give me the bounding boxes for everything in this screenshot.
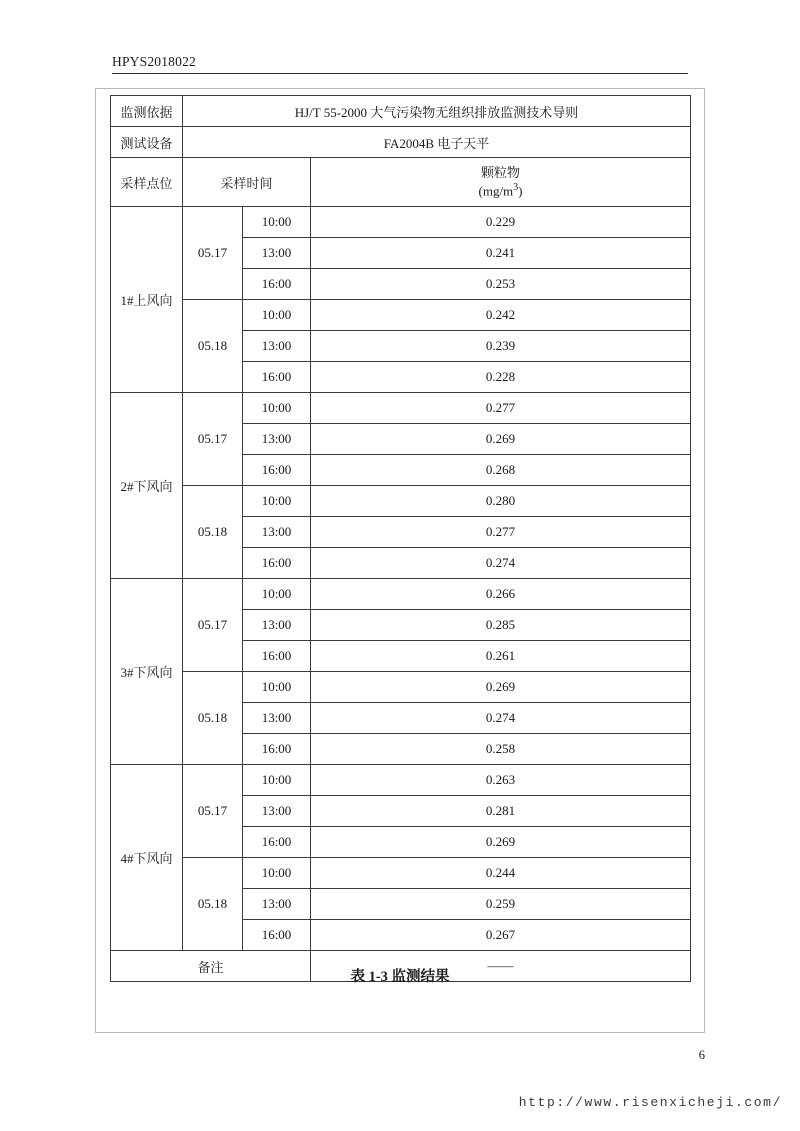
sampling-date-cell: 05.17 (183, 207, 243, 300)
table-row (111, 579, 691, 610)
monitoring-table-wrapper (110, 95, 690, 982)
measurement-value-cell: 0.277 (311, 517, 691, 548)
table-header-row (111, 158, 691, 207)
table-row (111, 300, 691, 331)
measurement-value-cell: 0.229 (311, 207, 691, 238)
table-row (111, 393, 691, 424)
remark-value: —— (311, 951, 691, 982)
sampling-time-cell: 16:00 (243, 269, 311, 300)
sampling-time-cell: 10:00 (243, 486, 311, 517)
equipment-label: 测试设备 (111, 127, 183, 158)
sampling-point-cell: 3#下风向 (111, 579, 183, 765)
sampling-time-cell: 10:00 (243, 207, 311, 238)
document-number: HPYS2018022 (112, 54, 196, 69)
sampling-point-cell: 4#下风向 (111, 765, 183, 951)
table-caption: 表 1-3 监测结果 (350, 969, 450, 985)
sampling-time-cell: 13:00 (243, 331, 311, 362)
sampling-time-cell: 13:00 (243, 796, 311, 827)
measurement-value-cell: 0.274 (311, 703, 691, 734)
measurement-value-cell: 0.263 (311, 765, 691, 796)
sampling-time-cell: 13:00 (243, 610, 311, 641)
table-row (111, 96, 691, 127)
sampling-date-cell: 05.18 (183, 486, 243, 579)
measurement-value-cell: 0.269 (311, 424, 691, 455)
sampling-time-cell: 13:00 (243, 703, 311, 734)
sampling-date-cell: 05.18 (183, 672, 243, 765)
sampling-time-cell: 10:00 (243, 858, 311, 889)
measurement-value-cell: 0.277 (311, 393, 691, 424)
sampling-time-cell: 16:00 (243, 455, 311, 486)
measurement-value-cell: 0.269 (311, 827, 691, 858)
sampling-time-cell: 13:00 (243, 517, 311, 548)
sampling-time-cell: 10:00 (243, 393, 311, 424)
measurement-value-cell: 0.242 (311, 300, 691, 331)
table-row (111, 858, 691, 889)
basis-label: 监测依据 (111, 96, 183, 127)
sampling-date-cell: 05.17 (183, 765, 243, 858)
sampling-date-cell: 05.18 (183, 300, 243, 393)
parameter-unit: $(mg/m^3)$ (478, 182, 523, 199)
measurement-value-cell: 0.239 (311, 331, 691, 362)
col-header-parameter (311, 158, 691, 207)
measurement-value-cell: 0.258 (311, 734, 691, 765)
measurement-value-cell: 0.274 (311, 548, 691, 579)
basis-value: HJ/T 55-2000 大气污染物无组织排放监测技术导则 (183, 96, 691, 127)
header-rule (112, 73, 688, 74)
sampling-time-cell: 16:00 (243, 920, 311, 951)
watermark-url: http://www.risenxicheji.com/ (518, 1095, 782, 1110)
measurement-value-cell: 0.285 (311, 610, 691, 641)
parameter-name: 颗粒物 (481, 164, 521, 180)
sampling-time-cell: 10:00 (243, 765, 311, 796)
table-row (111, 207, 691, 238)
measurement-value-cell: 0.281 (311, 796, 691, 827)
table-row (111, 127, 691, 158)
measurement-value-cell: 0.241 (311, 238, 691, 269)
measurement-value-cell: 0.269 (311, 672, 691, 703)
measurement-value-cell: 0.280 (311, 486, 691, 517)
table-row (111, 672, 691, 703)
sampling-date-cell: 05.18 (183, 858, 243, 951)
measurement-value-cell: 0.267 (311, 920, 691, 951)
sampling-point-cell: 1#上风向 (111, 207, 183, 393)
measurement-value-cell: 0.261 (311, 641, 691, 672)
measurement-value-cell: 0.259 (311, 889, 691, 920)
table-row (111, 765, 691, 796)
sampling-time-cell: 13:00 (243, 889, 311, 920)
document-header (112, 54, 688, 74)
sampling-time-cell: 16:00 (243, 827, 311, 858)
equipment-value: FA2004B 电子天平 (183, 127, 691, 158)
sampling-point-cell: 2#下风向 (111, 393, 183, 579)
col-header-point: 采样点位 (111, 158, 183, 207)
sampling-time-cell: 13:00 (243, 424, 311, 455)
sampling-time-cell: 10:00 (243, 672, 311, 703)
sampling-time-cell: 16:00 (243, 548, 311, 579)
measurement-value-cell: 0.266 (311, 579, 691, 610)
col-header-time: 采样时间 (183, 158, 311, 207)
sampling-time-cell: 10:00 (243, 579, 311, 610)
sampling-date-cell: 05.17 (183, 393, 243, 486)
sampling-time-cell: 13:00 (243, 238, 311, 269)
measurement-value-cell: 0.253 (311, 269, 691, 300)
sampling-time-cell: 16:00 (243, 362, 311, 393)
remark-label: 备注 (111, 951, 311, 982)
sampling-time-cell: 16:00 (243, 734, 311, 765)
monitoring-results-table (110, 95, 691, 982)
sampling-date-cell: 05.17 (183, 579, 243, 672)
measurement-value-cell: 0.228 (311, 362, 691, 393)
sampling-time-cell: 16:00 (243, 641, 311, 672)
page-number: 6 (698, 1048, 705, 1062)
table-row (111, 486, 691, 517)
measurement-value-cell: 0.244 (311, 858, 691, 889)
sampling-time-cell: 10:00 (243, 300, 311, 331)
measurement-value-cell: 0.268 (311, 455, 691, 486)
